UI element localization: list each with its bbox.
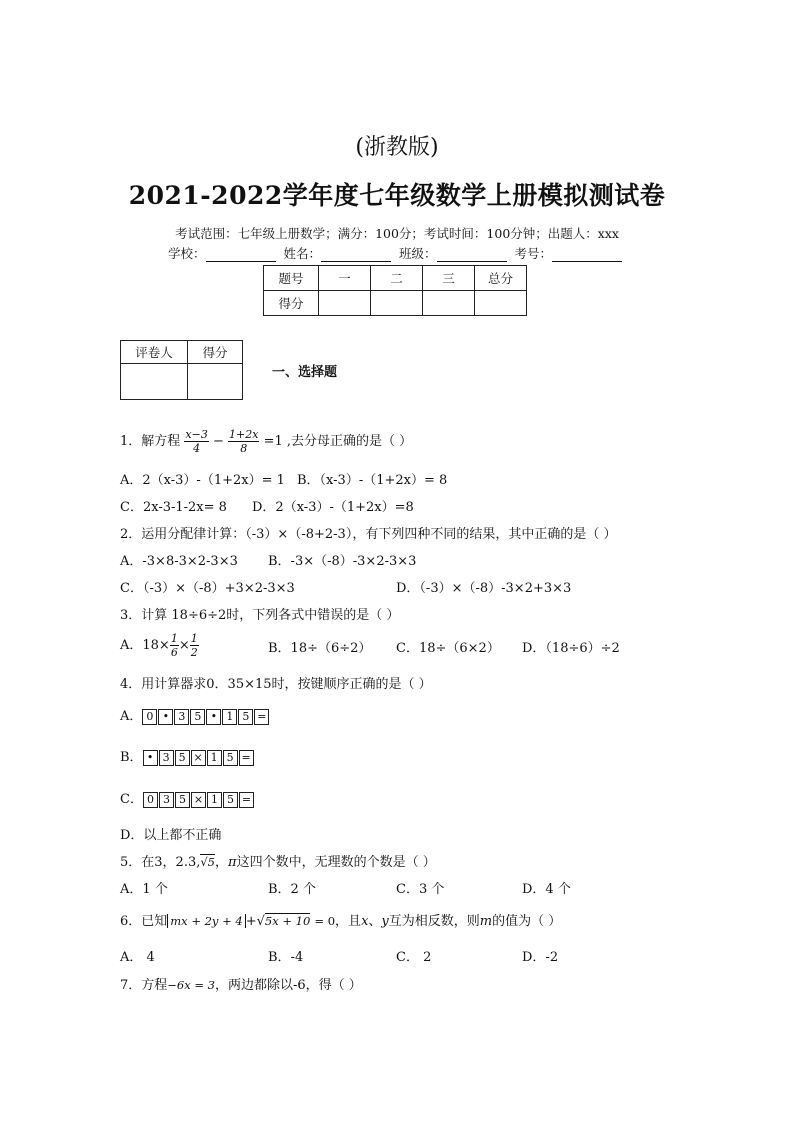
number-label: 考号： [514,246,552,261]
calculator-key: 1 [207,792,222,808]
q3-option-b: B．18÷（6÷2） [268,641,372,656]
number-field[interactable] [552,248,622,262]
calculator-key: 0 [143,792,158,808]
grader-header: 得分 [188,341,243,364]
calculator-key: 3 [174,709,189,725]
calculator-key: • [206,709,221,725]
q5-option-c: C．3 个 [396,882,445,897]
calculator-key: 5 [223,792,238,808]
q1-option-b: B．（x-3）-（1+2x）= 8 [297,473,448,488]
exam-info: 考试范围：七年级上册数学；满分：100分；考试时间：100分钟；出题人：xxx [175,226,619,241]
subtitle: (浙教版) [355,135,439,160]
fraction: $\frac{1}{6}$ [170,632,178,659]
calculator-key: 3 [159,750,174,766]
q6-option-a: A． 4 [120,950,155,965]
calculator-key: 5 [190,709,205,725]
q4-option-c: C． 0 3 5 × 1 5 = [120,788,255,808]
score-cell[interactable] [319,291,371,316]
score-cell[interactable] [423,291,475,316]
calculator-key: × [191,750,206,766]
calculator-key: × [191,792,206,808]
name-label: 姓名： [283,246,321,261]
class-label: 班级： [398,246,437,261]
question-3: 3．计算 18÷6÷2时，下列各式中错误的是（ ） [120,608,400,623]
calculator-key: 3 [159,792,174,808]
question-4: 4．用计算器求0．35×15时，按键顺序正确的是（ ） [120,677,432,692]
school-label: 学校： [167,246,206,261]
grader-cell[interactable] [121,364,188,400]
question-7: 7．方程−6x = 3，两边都除以-6，得（ ） [120,978,362,993]
score-header: 一 [319,266,371,291]
student-fields [0,244,794,262]
calculator-keys [142,709,270,725]
class-field[interactable] [437,248,507,262]
fraction: $\frac{x-3}{4}$ [185,428,208,455]
grader-table [120,340,243,400]
calculator-key: • [143,750,158,766]
score-header: 三 [423,266,475,291]
q4-option-d: D．以上都不正确 [120,828,222,843]
sqrt-sign: √ [256,914,265,929]
calculator-key: = [254,709,269,725]
section-title: 一、选择题 [272,365,338,380]
calculator-key: 5 [175,792,190,808]
q6-option-b: B．-4 [268,950,304,965]
calculator-keys [143,792,255,808]
sqrt-expression: √5 [200,855,216,869]
q4-option-b: B． • 3 5 × 1 5 = [120,746,255,766]
calculator-key: 0 [142,709,157,725]
q2-option-b: B．-3×（-8）-3×2-3×3 [268,554,417,569]
q5-option-a: A．1 个 [120,882,168,897]
pi-symbol: π [228,855,237,870]
grader-header: 评卷人 [121,341,188,364]
q5-option-b: B．2 个 [268,882,316,897]
question-1: 1．解方程 $\frac{x-3}{4}$ − $\frac{1+2x}{8}$ =1 ,去分母正确的是（ ） [120,428,413,455]
q2-option-c: C．（-3）×（-8）+3×2-3×3 [120,581,295,596]
sqrt-expression: 5x + 10 [264,914,311,928]
page-title: 2021-2022学年度七年级数学上册模拟测试卷 [128,181,666,210]
score-header: 二 [371,266,423,291]
score-row-label: 得分 [264,291,319,316]
score-cell[interactable] [475,291,527,316]
score-header: 总分 [475,266,527,291]
score-cell[interactable] [371,291,423,316]
calculator-key: • [158,709,173,725]
calculator-key: 5 [223,750,238,766]
question-2: 2．运用分配律计算：（-3）×（-8+2-3），有下列四种不同的结果，其中正确的是（ ） [120,527,617,542]
score-table [263,265,527,316]
name-field[interactable] [321,248,391,262]
calculator-keys [143,750,255,766]
q5-option-d: D．4 个 [522,882,571,897]
fraction: $\frac{1+2x}{8}$ [229,428,259,455]
q2-option-a: A．-3×8-3×2-3×3 [120,554,238,569]
equation: −6x = 3 [167,978,215,992]
q1-option-d: D．2（x-3）-（1+2x）=8 [252,500,414,515]
score-header: 题号 [264,266,319,291]
calculator-key: 1 [207,750,222,766]
calculator-key: 1 [222,709,237,725]
calculator-key: 5 [175,750,190,766]
question-6: 6．已知 mx + 2y + 4 +√5x + 10 = 0，且x、y互为相反数，则m的值为（ ） [120,914,562,929]
school-field[interactable] [206,248,276,262]
q6-option-c: C． 2 [396,950,432,965]
q3-option-a: A．18× $\frac{1}{6}$ × $\frac{1}{2}$ [120,632,198,659]
question-5: 5．在3，2.3,√5，π这四个数中，无理数的个数是（ ） [120,855,436,870]
absolute-value-expression: mx + 2y + 4 [167,914,245,928]
calculator-key: 5 [238,709,253,725]
q1-option-a: A．2（x-3）-（1+2x）= 1 [120,473,285,488]
fraction: $\frac{1}{2}$ [190,632,198,659]
q4-option-a: A． 0 • 3 5 • 1 5 = [120,705,270,725]
calculator-key: = [239,792,254,808]
grader-cell[interactable] [188,364,243,400]
q3-option-c: C．18÷（6×2） [396,641,500,656]
q2-option-d: D．（-3）×（-8）-3×2+3×3 [396,581,572,596]
q1-option-c: C．2x-3-1-2x= 8 [120,500,227,515]
calculator-key: = [239,750,254,766]
q6-option-d: D．-2 [522,950,559,965]
q3-option-d: D．（18÷6）÷2 [522,641,620,656]
